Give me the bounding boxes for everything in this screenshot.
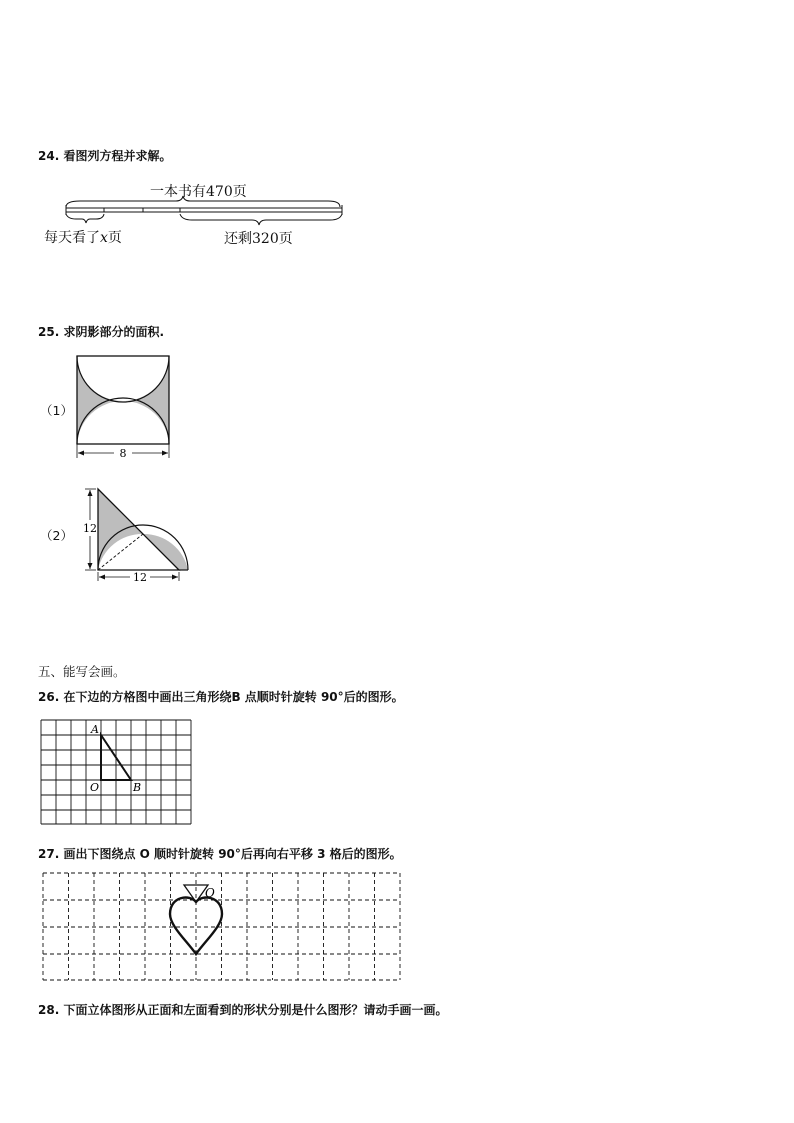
q26-point-b: B: [133, 781, 142, 794]
q25-title: [38, 323, 164, 340]
q25-text: 求阴影部分的面积.: [63, 325, 165, 339]
q28-text: 下面立体图形从正面和左面看到的形状分别是什么图形？请动手画一画。: [63, 1003, 448, 1017]
q27-text: 画出下图绕点 O 顺时针旋转 90°后再向右平移 3 格后的图形。: [63, 847, 402, 861]
q25-fig1-label: （1）: [40, 403, 73, 418]
q25-fig1-side-label: 8: [119, 447, 127, 460]
q27-grid: [38, 870, 406, 984]
q27-title: [38, 845, 402, 862]
q26-point-a: A: [91, 723, 99, 736]
q24-number: 24.: [38, 149, 60, 163]
q27-point-o: O: [205, 886, 215, 900]
q24-daily-label: 每天看了x页: [44, 230, 122, 246]
q28-number: 28.: [38, 1003, 60, 1017]
q25-number: 25.: [38, 325, 60, 339]
q27-number: 27.: [38, 847, 60, 861]
q28-title: [38, 1001, 447, 1018]
q24-remaining-label: 还剩320页: [224, 231, 293, 247]
q26-point-o: O: [90, 781, 100, 794]
q24-remaining-brace: [180, 214, 342, 225]
q25-fig1-right-shade: [123, 356, 169, 444]
q26-number: 26.: [38, 690, 60, 704]
q25-fig2-label: （2）: [40, 528, 73, 543]
q25-fig2-base-label: 12: [133, 571, 147, 584]
q24-text: 看图列方程并求解。: [63, 149, 172, 163]
q25-fig2-left-shade: [98, 489, 143, 570]
q24-title: [38, 147, 171, 164]
q26-title: [38, 688, 404, 705]
q24-book-diagram: [40, 195, 370, 230]
q26-grid: [38, 718, 194, 826]
q24-daily-brace: [66, 214, 104, 223]
q24-top-brace: [66, 196, 340, 207]
q26-text: 在下边的方格图中画出三角形绕B 点顺时针旋转 90°后的图形。: [63, 690, 404, 704]
q25-fig1-diagram: [72, 352, 174, 464]
section5-title: 五、能写会画。: [38, 664, 126, 679]
q26-grid-lines: [41, 720, 191, 824]
q25-fig2-diagram: [80, 484, 192, 588]
q24-total-label: 一本书有470页: [150, 184, 247, 200]
q27-grid-lines: [43, 873, 400, 980]
q25-fig2-right-shade: [143, 534, 188, 570]
q25-fig2-height-label: 12: [83, 522, 97, 535]
q25-fig1-left-shade: [77, 356, 123, 444]
